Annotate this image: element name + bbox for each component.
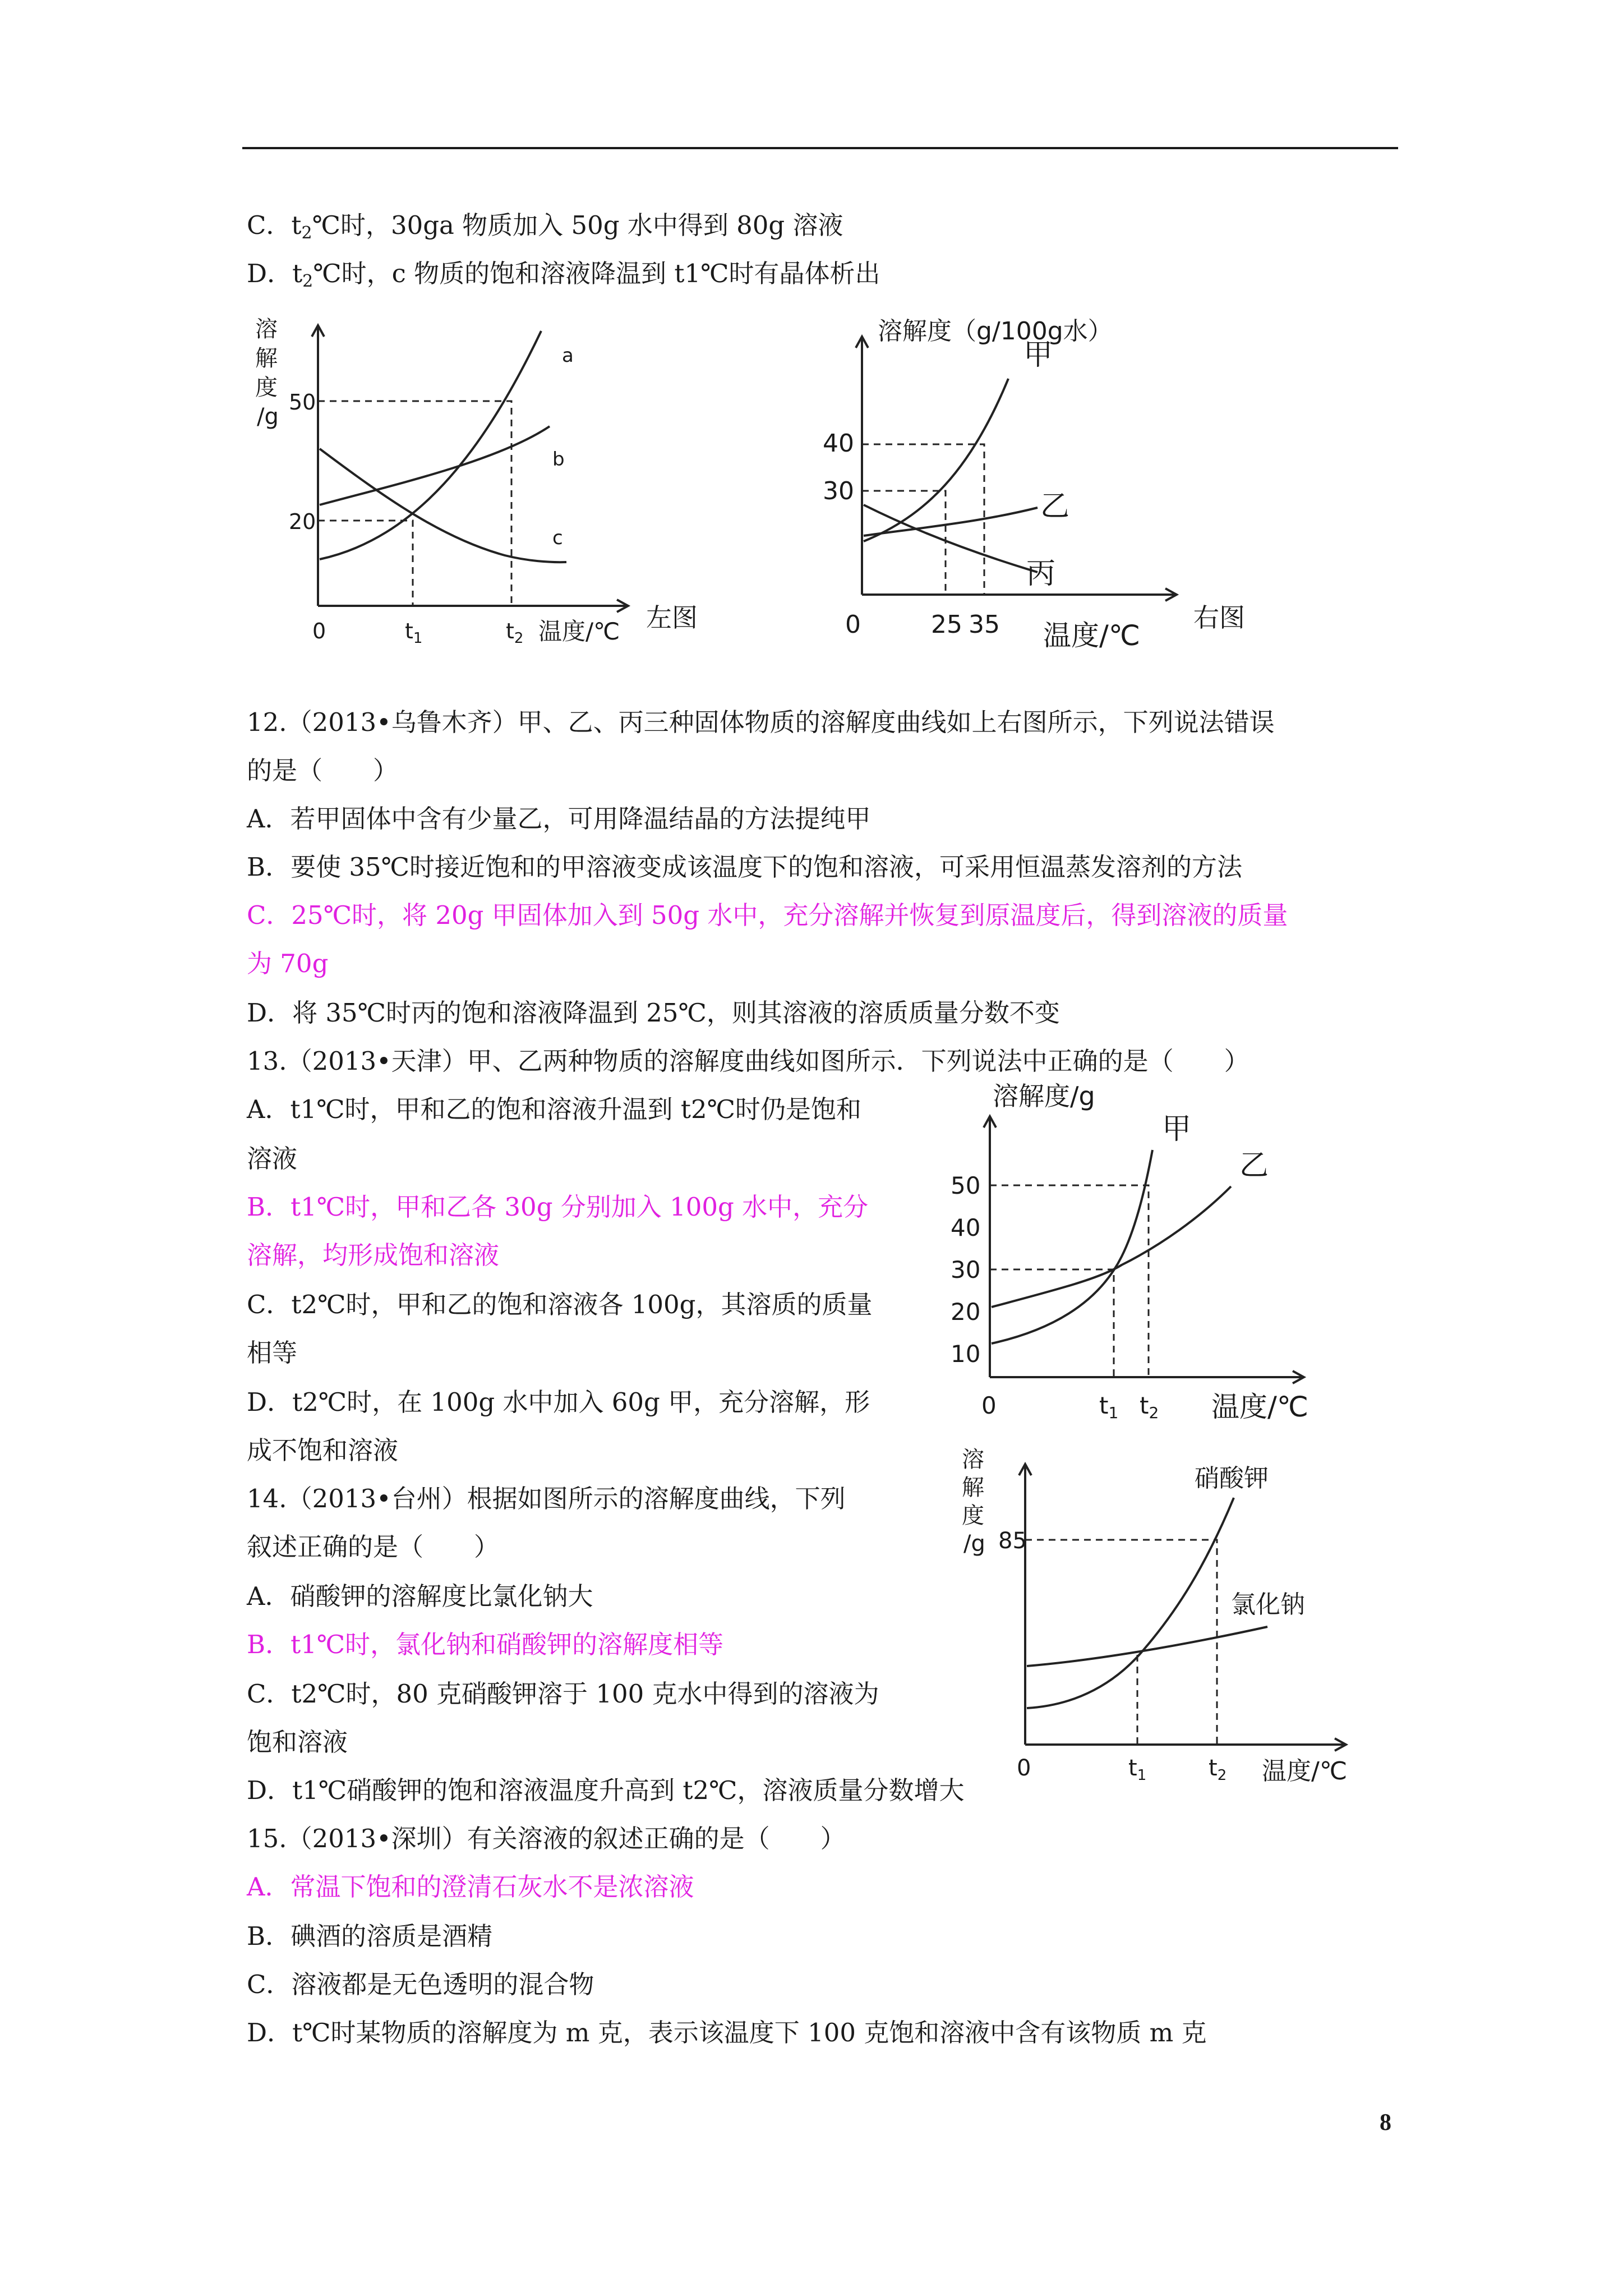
q13-option-c-line1: C．t2℃时，甲和乙的饱和溶液各 100g，其溶质的质量 [247,1290,873,1319]
y-tick: 20 [289,509,316,534]
q15-stem: 15.（2013•深圳）有关溶液的叙述正确的是（ ） [247,1824,846,1853]
guide-line-30 [862,491,946,595]
x-axis [862,588,1177,601]
x-tick-t1: t1 [1099,1392,1119,1422]
q15-option-c: C．溶液都是无色透明的混合物 [247,1970,594,1999]
y-axis [1019,1464,1031,1745]
y-axis [984,1116,996,1377]
x-axis [318,600,628,612]
y-tick: 20 [951,1298,981,1326]
q13-option-b-line1: B．t1℃时，甲和乙各 30g 分别加入 100g 水中，充分 [247,1192,869,1222]
curve-yi [864,508,1038,536]
q14-option-c-line1: C．t2℃时，80 克硝酸钾溶于 100 克水中得到的溶液为 [247,1679,879,1709]
curve-label-yi: 乙 [1239,1149,1269,1182]
ylabel-char: 解 [962,1475,984,1501]
q13-option-d-line2: 成不饱和溶液 [247,1435,399,1465]
q13-option-d-line1: D．t2℃时，在 100g 水中加入 60g 甲，充分溶解，形 [247,1387,870,1417]
x-axis [1025,1738,1346,1751]
y-axis [312,325,324,606]
q13-option-a-line2: 溶液 [247,1144,298,1174]
curve-jia [992,1150,1152,1343]
guide-line-50 [990,1185,1149,1377]
origin-label: 0 [981,1392,997,1419]
left-solubility-chart [247,314,751,651]
curve-yi [992,1186,1231,1307]
q13-option-b-line2: 溶解，均形成饱和溶液 [247,1240,500,1270]
q14-option-c-line2: 饱和溶液 [247,1727,348,1757]
origin-label: 0 [845,610,861,639]
q12-option-a: A．若甲固体中含有少量乙，可用降温结晶的方法提纯甲 [247,804,871,834]
y-tick: 40 [823,429,854,458]
ylabel-char: 度 [255,375,278,401]
left-chart-ylabel [255,316,279,430]
curve-label-nacl: 氯化钠 [1231,1590,1305,1619]
q14-solubility-chart [953,1442,1357,1786]
q13-solubility-chart [937,1066,1340,1425]
ylabel-char: 度 [962,1503,984,1529]
q15-option-d: D．t℃时某物质的溶解度为 m 克，表示该温度下 100 克饱和溶液中含有该物质 m 克 [247,2018,1207,2047]
y-tick: 85 [998,1528,1027,1554]
y-axis [856,337,868,595]
curve-jia [864,379,1008,541]
q12-stem-line1: 12.（2013•乌鲁木齐）甲、乙、丙三种固体物质的溶解度曲线如上右图所示，下列说法错误 [247,707,1275,737]
curve-label-bing: 丙 [1026,557,1056,591]
y-axis-label: 溶解度/g [993,1081,1095,1111]
q15-option-a: A．常温下饱和的澄清石灰水不是浓溶液 [247,1872,694,1902]
q11-option-d: D．$t_2℃$时，c 物质的饱和溶液降温到 t1℃时有晶体析出 [247,259,880,291]
y-tick: 50 [289,390,316,415]
curve-label-b: b [552,448,565,471]
x-tick-t1: $t_1$ [1128,1755,1147,1784]
ylabel-char: 解 [255,346,278,371]
y-axis-label: 溶解度（g/100g水） [878,317,1113,346]
x-axis-label: 温度/℃ [1211,1391,1308,1423]
x-axis [990,1371,1304,1383]
guide-line-40 [862,444,984,595]
q12-option-b: B．要使 35℃时接近饱和的甲溶液变成该温度下的饱和溶液，可采用恒温蒸发溶剂的方法 [247,852,1242,882]
curve-label-kno3: 硝酸钾 [1195,1464,1269,1493]
curve-label-c: c [552,527,563,549]
ylabel-char: /g [963,1531,985,1557]
y-tick: 30 [823,477,854,505]
x-tick-t1: $t_1$ [405,619,423,647]
q12-option-d: D．将 35℃时丙的饱和溶液降温到 25℃，则其溶液的溶质质量分数不变 [247,998,1060,1028]
x-axis-label: 温度/℃ [1262,1757,1348,1786]
q12-option-c-line1: C．25℃时，将 20g 甲固体加入到 50g 水中，充分溶解并恢复到原温度后，得到溶液的质量 [247,900,1288,930]
right-figure-caption: 右图 [1193,602,1245,633]
y-tick: 30 [951,1256,981,1283]
ylabel-char: /g [257,404,279,430]
q13-option-a-line1: A．t1℃时，甲和乙的饱和溶液升温到 t2℃时仍是饱和 [247,1094,861,1124]
left-figure-caption: 左图 [646,602,698,633]
x-tick-t2: $t_2$ [506,619,524,647]
x-axis-label: 温度/℃ [1043,619,1140,652]
origin-label: 0 [312,619,326,643]
curve-kno3 [1027,1498,1234,1708]
q13-option-c-line2: 相等 [247,1338,298,1368]
x-tick-t2: $t_2$ [1209,1755,1227,1784]
x-tick-t2: t2 [1140,1392,1159,1422]
q14-option-d: D．t1℃硝酸钾的饱和溶液温度升高到 t2℃，溶液质量分数增大 [247,1775,965,1805]
y-tick: 10 [951,1340,981,1368]
curve-label-a: a [562,344,574,367]
x-axis-label: 温度/℃ [538,618,620,645]
origin-label: 0 [1017,1755,1031,1781]
guide-line-20 [318,521,413,606]
guide-line-50 [318,401,511,606]
q14-stem-line2: 叙述正确的是（ ） [247,1532,500,1562]
q14-stem-line1: 14.（2013•台州）根据如图所示的溶解度曲线，下列 [247,1484,846,1513]
q14-option-a: A．硝酸钾的溶解度比氯化钠大 [247,1581,593,1611]
curve-label-yi: 乙 [1040,490,1070,523]
y-tick: 50 [951,1172,981,1199]
q12-stem-line2: 的是（ ） [247,756,399,785]
q14-option-b: B．t1℃时，氯化钠和硝酸钾的溶解度相等 [247,1630,724,1659]
q14-chart-ylabel [962,1447,985,1557]
curve-label-jia: 甲 [1162,1112,1192,1146]
x-tick: 35 [969,610,1000,639]
y-tick: 40 [951,1214,981,1241]
q15-option-b: B．碘酒的溶质是酒精 [247,1921,493,1951]
ylabel-char: 溶 [255,316,278,342]
right-solubility-chart [813,314,1318,662]
ylabel-char: 溶 [962,1447,984,1473]
page-number: 8 [1380,2110,1391,2136]
q12-option-c-line2: 为 70g [247,949,329,978]
curve-c [320,449,566,562]
q13-stem: 13.（2013•天津）甲、乙两种物质的溶解度曲线如图所示．下列说法中正确的是（ ） [247,1046,1249,1076]
curve-label-jia: 甲 [1023,338,1053,372]
x-tick: 25 [931,610,962,639]
curve-bing [864,505,1038,572]
header-rule [242,147,1398,149]
q11-option-c: C．$t_2℃$时，30ga 物质加入 50g 水中得到 80g 溶液 [247,210,843,243]
